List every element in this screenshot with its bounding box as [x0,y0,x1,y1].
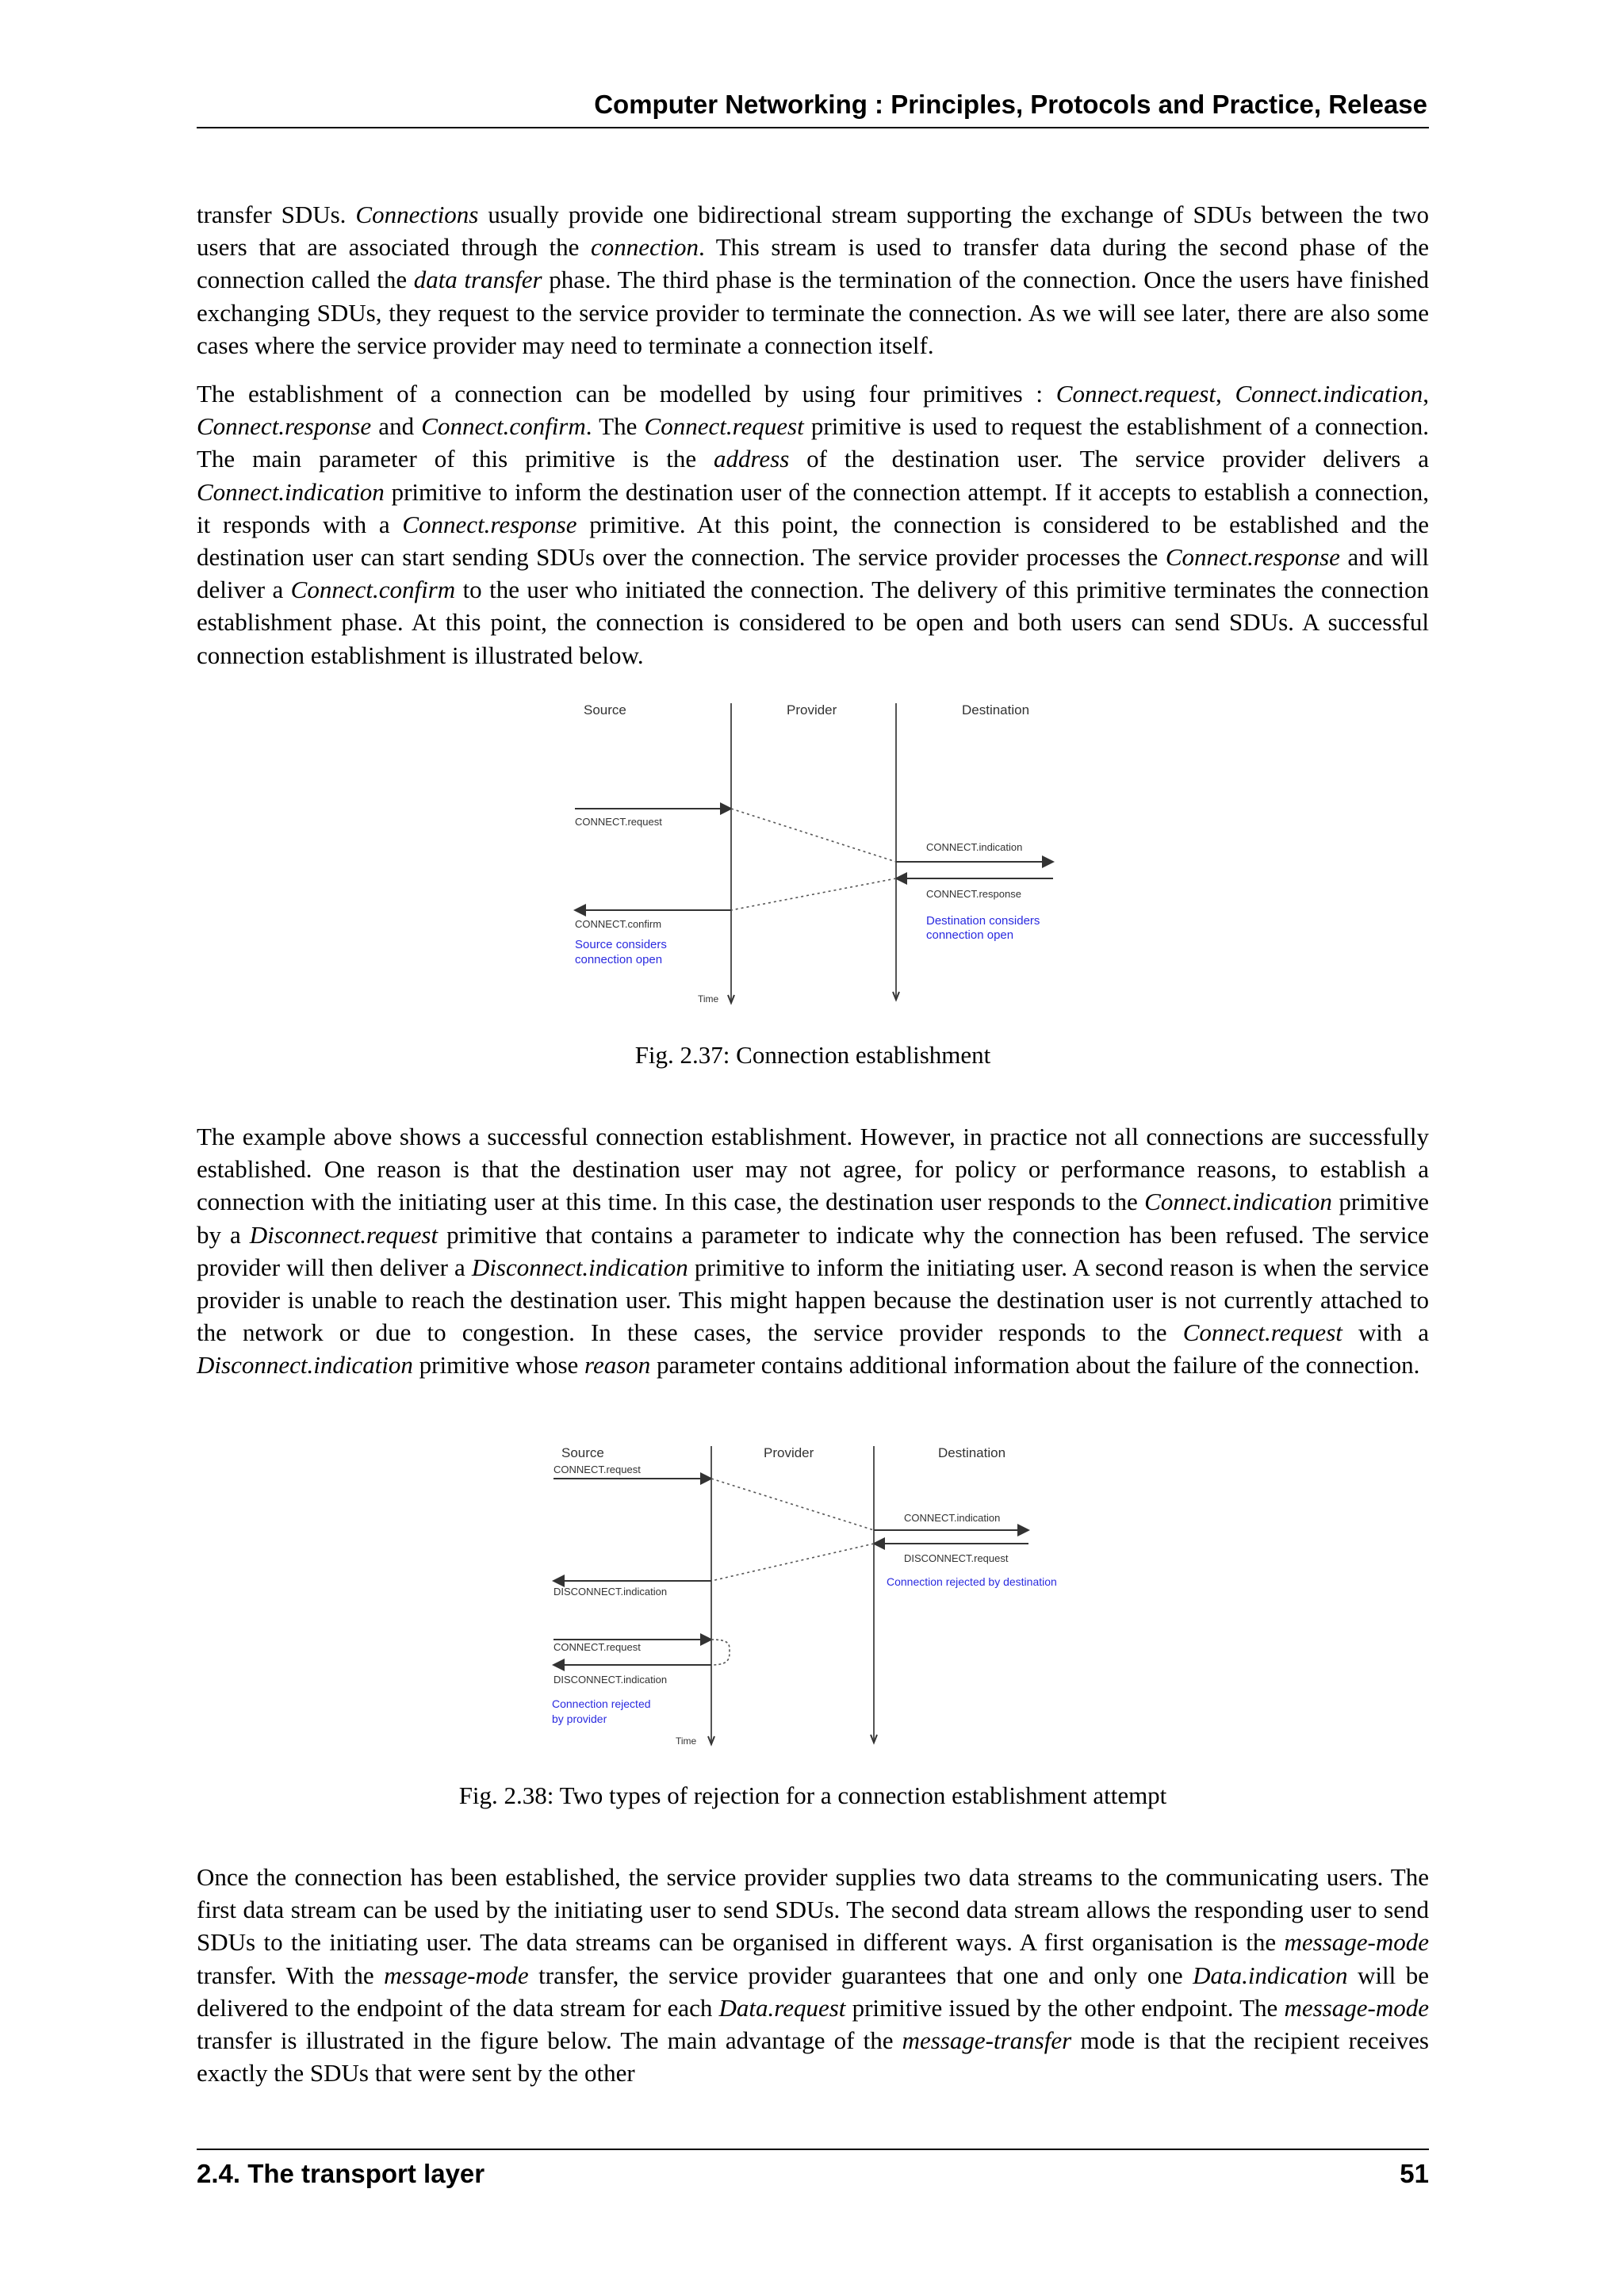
disconnect-indication-2-label: DISCONNECT.indication [553,1674,668,1686]
time-axis-label: Time [676,1735,697,1747]
footer-divider [197,2149,1429,2150]
connect-confirm-label: CONNECT.confirm [575,918,662,930]
paragraph-data-streams: Once the connection has been established, the service provider supplies two data streams to the communicating users. The first data stream can be used by the initiating user to send SDUs. The second data stream allows the responding user to send SDUs to the initiating user. The data streams can be organised in different ways. A first organisation is the message-mode transfer. With the message-mode transfer, the service provider guarantees that one and only one Data.indication will be delivered to the endpoint of the data stream for each Data.request primitive issued by the other endpoint. The message-mode transfer is illustrated in the figure below. The main advantage of the message-transfer mode is that the recipient receives exactly the SDUs that were sent by the other [197,1863,1429,2087]
italic-term: Connect.response [197,412,372,441]
italic-term: Data.request [718,1993,846,2022]
connect-request-label: CONNECT.request [575,816,662,828]
italic-term: Connect.indication [197,477,385,506]
time-axis-label: Time [698,993,719,1004]
footer-page-number: 51 [1400,2159,1429,2188]
figure-2-37-caption: Fig. 2.37: Connection establishment [634,1041,991,1069]
destination-note-line1: Destination considers [926,914,1040,928]
italic-term: Connect.confirm [421,412,586,441]
source-note-line1: Source considers [575,938,667,951]
paragraph-connection-phases: transfer SDUs. Connections usually provide one bidirectional stream supporting the exchange of SDUs between the two users that are associated through the connection. This stream is used to transfer data during the second phase of the connection called the data transfer phase. The third phase is the termination of the connection. Once the users have finished exchanging SDUs, they request to the service provider to terminate the connection. As we will see later, there are also some cases where the service provider may need to terminate a connection itself. [197,201,1430,359]
disconnect-request-label: DISCONNECT.request [904,1552,1009,1564]
footer-section-title: 2.4. The transport layer [197,2159,485,2188]
italic-term: Connect.indication [1235,380,1423,408]
paragraph-connection-establishment: The establishment of a connection can be modelled by using four primitives : Connect.request, Connect.indication, Connect.response and Connect.confirm. The Connect.request primitive is used to request the establishment of a connection. The main parameter of this primitive is the address of the destination user. The service provider delivers a Connect.indication primitive to inform the destination user of the connection attempt. If it accepts to establish a connection, it responds with a Connect.response primitive. At this point, the connection is considered to be established and the destination user can start sending SDUs over the connection. The service provider processes the Connect.response and will deliver a Connect.confirm to the user who initiated the connection. The delivery of this primitive terminates the connection establishment phase. At this point, the connection is considered to be open and both users can send SDUs. A successful connection establishment is illustrated below. [197,380,1430,669]
connect-response-label: CONNECT.response [926,888,1021,900]
figure-connection-establishment [555,694,1078,1011]
provider-loop-dashed [711,1640,730,1665]
destination-reject-note: Connection rejected by destination [887,1575,1057,1588]
request-transit-dashed [731,809,896,862]
provider-reject-note-line2: by provider [552,1712,607,1725]
italic-term: Connect.response [402,510,577,538]
italic-term: Connect.indication [1144,1188,1332,1216]
italic-term: Disconnect.request [249,1220,439,1249]
italic-term: Disconnect.indication [197,1351,413,1380]
sequence-diagram-rejection [539,1437,1094,1754]
italic-term: connection [590,233,699,262]
column-destination-label: Destination [962,702,1030,718]
connect-indication-label: CONNECT.indication [926,841,1023,853]
running-header: Computer Networking : Principles, Protocols and Practice, Release [594,90,1427,119]
sequence-diagram-establishment [555,694,1078,1011]
response-transit-dashed [731,878,896,910]
italic-term: message-transfer [902,2026,1072,2055]
italic-term: Data.indication [1193,1961,1348,1989]
italic-term: Connect.request [1055,380,1216,408]
italic-term: address [713,445,790,473]
source-note-line2: connection open [575,953,663,966]
figure-connection-rejection [539,1437,1094,1754]
destination-note-line2: connection open [926,928,1014,942]
column-destination-label: Destination [938,1445,1006,1460]
figure-2-38-caption: Fig. 2.38: Two types of rejection for a connection establishment attempt [458,1781,1167,1809]
provider-reject-note-line1: Connection rejected [552,1697,651,1710]
italic-term: Connect.response [1165,543,1340,572]
italic-term: Connect.confirm [290,576,456,604]
disconnect-indication-1-label: DISCONNECT.indication [553,1586,668,1598]
paragraph-connection-rejection: The example above shows a successful connection establishment. However, in practice not all connections are successfully established. One reason is that the destination user may not agree, for policy or performance reasons, to establish a connection with the initiating user at this time. In this case, the destination user responds to the Connect.indication primitive by a Disconnect.request primitive that contains a parameter to indicate why the connection has been refused. The service provider will then deliver a Disconnect.indication primitive to inform the initiating user. A second reason is when the service provider is unable to reach the destination user. This might happen because the destination user is not currently attached to the network or due to congestion. In these cases, the service provider responds to the Connect.request with a Disconnect.indication primitive whose reason parameter contains additional information about the failure of the connection. [197,1123,1430,1380]
column-provider-label: Provider [787,702,837,718]
connect-request-1-label: CONNECT.request [553,1464,641,1475]
italic-term: data transfer [413,266,542,294]
italic-term: message-mode [384,1961,529,1989]
request-transit-dashed [711,1479,874,1530]
italic-term: Connections [355,201,479,228]
italic-term: Disconnect.indication [471,1253,688,1281]
column-source-label: Source [584,702,626,718]
italic-term: message-mode [1284,1928,1429,1957]
italic-term: Connect.request [644,412,804,441]
italic-term: reason [584,1351,651,1380]
connect-indication-label: CONNECT.indication [904,1512,1001,1524]
disconnect-transit-dashed [711,1544,874,1581]
column-provider-label: Provider [764,1445,814,1460]
column-source-label: Source [561,1445,604,1460]
italic-term: Connect.request [1182,1318,1342,1347]
connect-request-2-label: CONNECT.request [553,1641,641,1653]
italic-term: message-mode [1284,1993,1429,2022]
header-divider [197,127,1429,128]
